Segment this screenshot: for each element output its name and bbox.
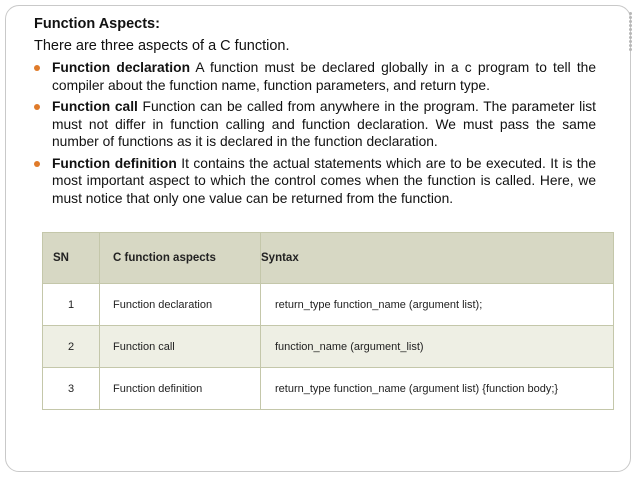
bullet-term: Function declaration [52,60,191,75]
slide-heading: Function Aspects: [34,16,160,32]
cell-sn: 2 [43,326,100,368]
bullet-dot-icon [34,161,40,167]
intro-text: There are three aspects of a C function. [34,38,290,54]
bullet-dot-icon [34,65,40,71]
frame-decoration [626,12,634,51]
function-aspects-table [42,232,614,410]
cell-sn: 1 [43,284,100,326]
aspect-bullet-list [34,59,596,207]
header-syntax: Syntax [261,233,614,284]
cell-syntax: function_name (argument_list) [261,326,614,368]
bullet-term: Function call [52,99,138,114]
cell-aspect: Function call [100,326,261,368]
table-row [43,326,614,368]
table-row [43,284,614,326]
bullet-item [34,98,596,151]
bullet-item [34,59,596,94]
bullet-text: It contains the actual statements which are to be executed. It is the most important aspect to which the control comes when the function is called. Here, we must notice that only one value can be returned from the function. [52,155,596,206]
cell-sn: 3 [43,368,100,410]
table-header-row [43,233,614,284]
bullet-item [34,155,596,208]
cell-aspect: Function declaration [100,284,261,326]
table-row [43,368,614,410]
header-aspect: C function aspects [100,233,261,284]
bullet-dot-icon [34,104,40,110]
bullet-text: A function must be declared globally in a c program to tell the compiler about the function name, function parameters, and return type. [52,60,597,93]
cell-syntax: return_type function_name (argument list); [261,284,614,326]
bullet-text: Function can be called from anywhere in the program. The parameter list must not differ in function calling and function declaration. We must pass the same number of functions as it is declared in the function declaration. [52,99,596,149]
bullet-term: Function definition [52,155,177,171]
cell-syntax: return_type function_name (argument list) {function body;} [261,368,614,410]
slide-content [34,14,596,211]
header-sn: SN [43,233,100,284]
cell-aspect: Function definition [100,368,261,410]
